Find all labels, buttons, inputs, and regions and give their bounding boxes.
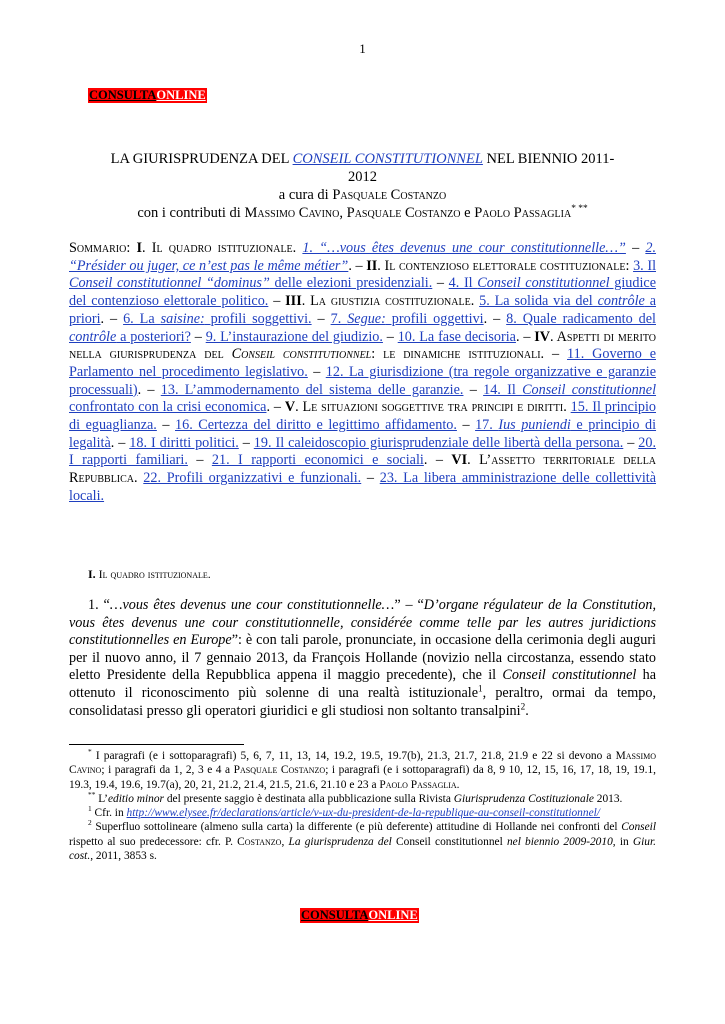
toc-link-20[interactable]: 20. I rapporti familiari. xyxy=(69,434,656,469)
toc-link-23[interactable]: 23. La libera amministrazione delle collettività locali. xyxy=(69,470,657,504)
toc-link-13[interactable]: 13. L’ammodernamento del sistema delle garanzie. xyxy=(160,381,464,398)
toc-link-7[interactable]: 7. Segue: profili oggettivi xyxy=(330,310,484,327)
elysee-link[interactable]: http://www.elysee.fr/declarations/article/v-ux-du-president-de-la-republique-au-conseil-constitutionnel/ xyxy=(126,807,600,820)
footnote-1: $^1$ Cfr. in http://www.elysee.fr/declarations/article/v-ux-du-president-de-la-republique-au-conseil-constitutionnel/ xyxy=(88,804,600,820)
title-link-conseil[interactable]: CONSEIL CONSTITUTIONNEL xyxy=(292,151,483,167)
brand-part-1: CONSULTA xyxy=(89,88,157,102)
toc-link-18[interactable]: 18. I diritti politici. xyxy=(129,434,239,451)
document-title xyxy=(70,150,655,222)
toc-link-16[interactable]: 16. Certezza del diritto e legittimo affidamento. xyxy=(175,417,457,434)
toc-link-5[interactable]: 5. La solida via del contrôle a priori xyxy=(69,293,656,327)
title-line-1: LA GIURISPRUDENZA DEL CONSEIL CONSTITUTIONNEL NEL BIENNIO 2011- xyxy=(110,151,615,167)
toc-link-2[interactable]: 2. “Présider ou juger, ce n’est pas le même métier” xyxy=(69,240,657,274)
footnote-marks[interactable]: * ** xyxy=(571,204,588,215)
editor-name: Pasquale Costanzo xyxy=(332,187,447,203)
summary-label: Sommario xyxy=(69,240,127,256)
toc-link-15[interactable]: 15. Il principio di eguaglianza. xyxy=(69,399,657,434)
brand-part-2: ONLINE xyxy=(156,88,206,102)
toc-link-22[interactable]: 22. Profili organizzativi e funzionali. xyxy=(143,470,362,487)
footnote-asterisk: * I paragrafi (e i sottoparagrafi) 5, 6, 7, 11, 13, 14, 19.2, 19.5, 19.7(b), 21.3, 21.7, 21.8, 21.9 e 22 si devono a Massimo Cavino; i paragrafi da 1, 2, 3 e 4 a Pasquale Costanzo; i paragrafi (e i sottoparagrafi) da 8, 9 10, 12, 15, 16, 17, 18, 19, 19.1, 19.3, 19.4, 19.6, 19.7(a), 20, 21, 21.2, 21.4, 21.5, 21.6, 21.10 e 23 a Paolo Passaglia. xyxy=(69,747,656,791)
page-number: 1 xyxy=(359,41,366,56)
editor-line: a cura di Pasquale Costanzo xyxy=(278,187,447,203)
footer-brand-part-1: CONSULTA xyxy=(301,908,369,922)
consulta-online-footer-logo[interactable] xyxy=(300,908,419,923)
body-paragraph: 1. “…vous êtes devenus une cour constitutionnelle…” – “D’organe régulateur de la Constitution, vous êtes devenus une cour constitutionnelle, considérée comme telle par les autres juridictions constitutionnelles en Europe”: è con tali parole, pronunciate, in occasione della cerimonia degli auguri per il nuovo anno, il 7 gennaio 2013, da François Hollande (novizio nella circostanza, essendo stato eletto Presidente della Repubblica appena il maggio precedente), che il Conseil constitutionnel ha ottenuto il riconoscimento più solenne di una realtà istituzionale$^1$, peraltro, ormai da tempo, consolidatasi presso gli operatori giuridici e gli studiosi non soltanto transalpini$^2$. xyxy=(69,597,657,719)
footnote-double-asterisk: ** L’editio minor del presente saggio è destinata alla pubblicazione sulla Rivista Giurisprudenza Costituzionale 2013. xyxy=(88,790,623,805)
section-heading: I. Il quadro istituzionale. xyxy=(88,567,211,581)
toc-link-3[interactable]: 3. Il Conseil constitutionnel “dominus” delle elezioni presidenziali. xyxy=(69,257,657,292)
toc-link-17[interactable]: 17. Ius puniendi e principio di legalità xyxy=(69,417,657,451)
toc-link-9[interactable]: 9. L’instaurazione del giudizio. xyxy=(205,328,383,345)
title-line-2: 2012 xyxy=(348,169,377,185)
summary: Sommario: I. Il quadro istituzionale. 1. “…vous êtes devenus une cour constitutionnelle…” – 2. “Présider ou juger, ce n’est pas le même métier”. – II. Il contenzioso elettorale costituzionale: 3. Il Conseil constitutionnel “dominus” delle elezioni presidenziali. – 4. Il Conseil constitutionnel giudice del contenzioso elettorale politico. – III. La giustizia costituzionale. 5. La solida via del contrôle a priori. – 6. La saisine: profili soggettivi. – 7. Segue: profili oggettivi. – 8. Quale radicamento del contrôle a posteriori? – 9. L’instaurazione del giudizio. – 10. La fase decisoria. – IV. Aspetti di merito nella giurisprudenza del Conseil constitutionnel: le dinamiche istituzionali. – 11. Governo e Parlamento nel procedimento legislativo. – 12. La giurisdizione (tra regole organizzative e garanzie processuali). – 13. L’ammodernamento del sistema delle garanzie. – 14. Il Conseil constitutionnel confrontato con la crisi economica. – V. Le situazioni soggettive tra principi e diritti. 15. Il principio di eguaglianza. – 16. Certezza del diritto e legittimo affidamento. – 17. Ius puniendi e principio di legalità. – 18. I diritti politici. – 19. Il caleidoscopio giurisprudenziale delle libertà della persona. – 20. I rapporti familiari. – 21. I rapporti economici e sociali. – VI. L’assetto territoriale della Repubblica. 22. Profili organizzativi e funzionali. – 23. La libera amministrazione delle collettività locali. xyxy=(69,240,657,504)
footnote-separator xyxy=(69,744,244,745)
toc-link-4[interactable]: 4. Il Conseil constitutionnel giudice del contenzioso elettorale politico. xyxy=(69,275,657,310)
toc-link-14[interactable]: 14. Il Conseil constitutionnel confrontato con la crisi economica xyxy=(69,381,657,416)
contributors-line: con i contributi di Massimo Cavino, Pasquale Costanzo e Paolo Passaglia* ** xyxy=(137,204,588,221)
toc-link-8[interactable]: 8. Quale radicamento del contrôle a posteriori? xyxy=(69,310,656,345)
toc-link-12[interactable]: 12. La giurisdizione (tra regole organizzative e garanzie processuali) xyxy=(69,363,657,398)
toc-link-19[interactable]: 19. Il caleidoscopio giurisprudenziale delle libertà della persona. xyxy=(253,434,624,451)
footer-brand-part-2: ONLINE xyxy=(368,908,418,922)
footnote-ref-1[interactable]: 1 xyxy=(478,683,483,694)
toc-link-21[interactable]: 21. I rapporti economici e sociali xyxy=(211,452,424,469)
consulta-online-logo[interactable] xyxy=(88,88,207,103)
toc-link-10[interactable]: 10. La fase decisoria xyxy=(397,328,516,345)
footnotes xyxy=(69,749,656,863)
footnote-ref-2[interactable]: 2 xyxy=(520,700,526,711)
footnote-2: $^2$ Superfluo sottolineare (almeno sulla carta) la differente (e più deferente) attitudine di Hollande nei confronti del Conseil rispetto al suo predecessore: cfr. P. Costanzo, La giurisprudenza del Conseil constitutionnel nel biennio 2009-2010, in Giur. cost., 2011, 3853 s. xyxy=(69,818,656,863)
toc-link-11[interactable]: 11. Governo e Parlamento nel procedimento legislativo. xyxy=(69,346,656,380)
toc-link-1[interactable]: 1. “…vous êtes devenus une cour constitutionnelle…” xyxy=(302,240,626,256)
toc-link-6[interactable]: 6. La saisine: profili soggettivi. xyxy=(123,310,312,327)
